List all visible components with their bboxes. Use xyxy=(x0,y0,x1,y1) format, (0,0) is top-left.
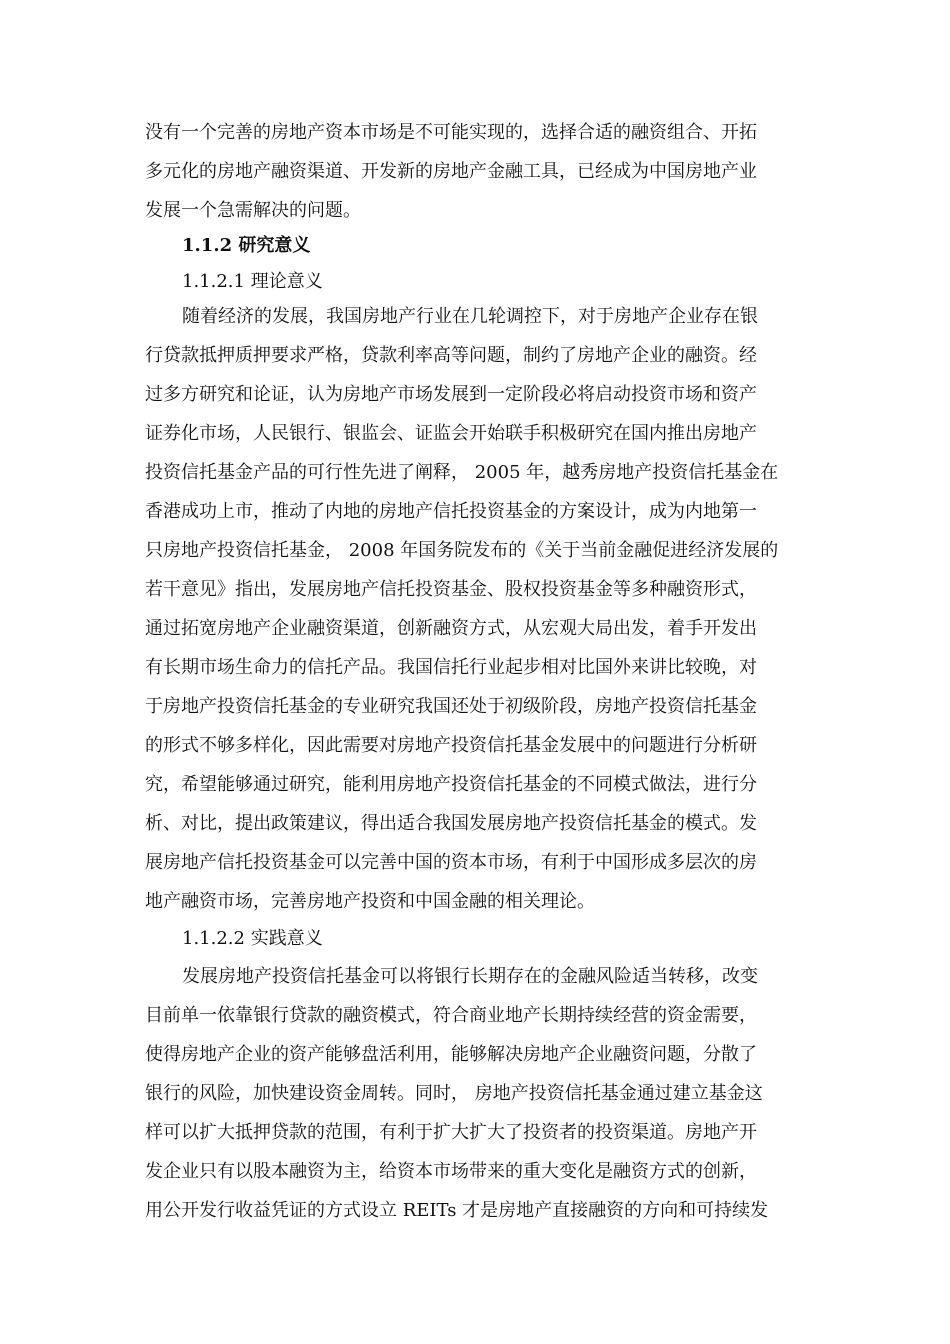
subsection-heading: 1.1.2.2 实践意义 xyxy=(182,928,323,949)
paragraph-line: 香港成功上市，推动了内地的房地产信托投资基金的方案设计，成为内地第一 xyxy=(145,501,757,522)
paragraph-line: 多元化的房地产融资渠道、开发新的房地产金融工具，已经成为中国房地产业 xyxy=(145,161,757,182)
paragraph-line: 的形式不够多样化，因此需要对房地产投资信托基金发展中的问题进行分析研 xyxy=(145,735,757,756)
paragraph-line: 究，希望能够通过研究，能利用房地产投资信托基金的不同模式做法，进行分 xyxy=(145,774,757,795)
paragraph-line: 银行的风险，加快建设资金周转。同时， 房地产投资信托基金通过建立基金这 xyxy=(145,1083,763,1104)
paragraph-line: 地产融资市场，完善房地产投资和中国金融的相关理论。 xyxy=(145,891,595,912)
paragraph-line: 过多方研究和论证，认为房地产市场发展到一定阶段必将启动投资市场和资产 xyxy=(145,384,757,405)
paragraph-line: 行贷款抵押质押要求严格，贷款利率高等问题，制约了房地产企业的融资。经 xyxy=(145,345,757,366)
paragraph-line: 发企业只有以股本融资为主，给资本市场带来的重大变化是融资方式的创新， xyxy=(145,1161,757,1182)
paragraph-line: 只房地产投资信托基金， 2008 年国务院发布的《关于当前金融促进经济发展的 xyxy=(145,540,779,561)
paragraph-line: 析、对比，提出政策建议，得出适合我国发展房地产投资信托基金的模式。发 xyxy=(145,813,757,834)
paragraph-line: 使得房地产企业的资产能够盘活利用，能够解决房地产企业融资问题，分散了 xyxy=(145,1044,757,1065)
paragraph-line: 有长期市场生命力的信托产品。我国信托行业起步相对比国外来讲比较晚，对 xyxy=(145,657,757,678)
paragraph-line: 样可以扩大抵押贷款的范围，有利于扩大扩大了投资者的投资渠道。房地产开 xyxy=(145,1122,757,1143)
paragraph-line: 若干意见》指出，发展房地产信托投资基金、股权投资基金等多种融资形式， xyxy=(145,579,757,600)
paragraph-line: 随着经济的发展，我国房地产行业在几轮调控下，对于房地产企业存在银 xyxy=(182,306,758,327)
paragraph-line: 用公开发行收益凭证的方式设立 REITs 才是房地产直接融资的方向和可持续发 xyxy=(145,1200,769,1221)
paragraph-line: 发展一个急需解决的问题。 xyxy=(145,200,361,221)
paragraph-line: 通过拓宽房地产企业融资渠道，创新融资方式，从宏观大局出发，着手开发出 xyxy=(145,618,757,639)
paragraph-line: 发展房地产投资信托基金可以将银行长期存在的金融风险适当转移，改变 xyxy=(182,966,758,987)
paragraph-line: 证券化市场，人民银行、银监会、证监会开始联手积极研究在国内推出房地产 xyxy=(145,423,757,444)
section-heading: 1.1.2 研究意义 xyxy=(182,235,311,256)
paragraph-line: 于房地产投资信托基金的专业研究我国还处于初级阶段，房地产投资信托基金 xyxy=(145,696,757,717)
paragraph-line: 目前单一依靠银行贷款的融资模式，符合商业地产长期持续经营的资金需要， xyxy=(145,1005,757,1026)
paragraph-line: 没有一个完善的房地产资本市场是不可能实现的，选择合适的融资组合、开拓 xyxy=(145,122,757,143)
paragraph-line: 展房地产信托投资基金可以完善中国的资本市场，有利于中国形成多层次的房 xyxy=(145,852,757,873)
paragraph-line: 投资信托基金产品的可行性先进了阐释， 2005 年，越秀房地产投资信托基金在 xyxy=(145,462,779,483)
subsection-heading: 1.1.2.1 理论意义 xyxy=(182,271,323,292)
